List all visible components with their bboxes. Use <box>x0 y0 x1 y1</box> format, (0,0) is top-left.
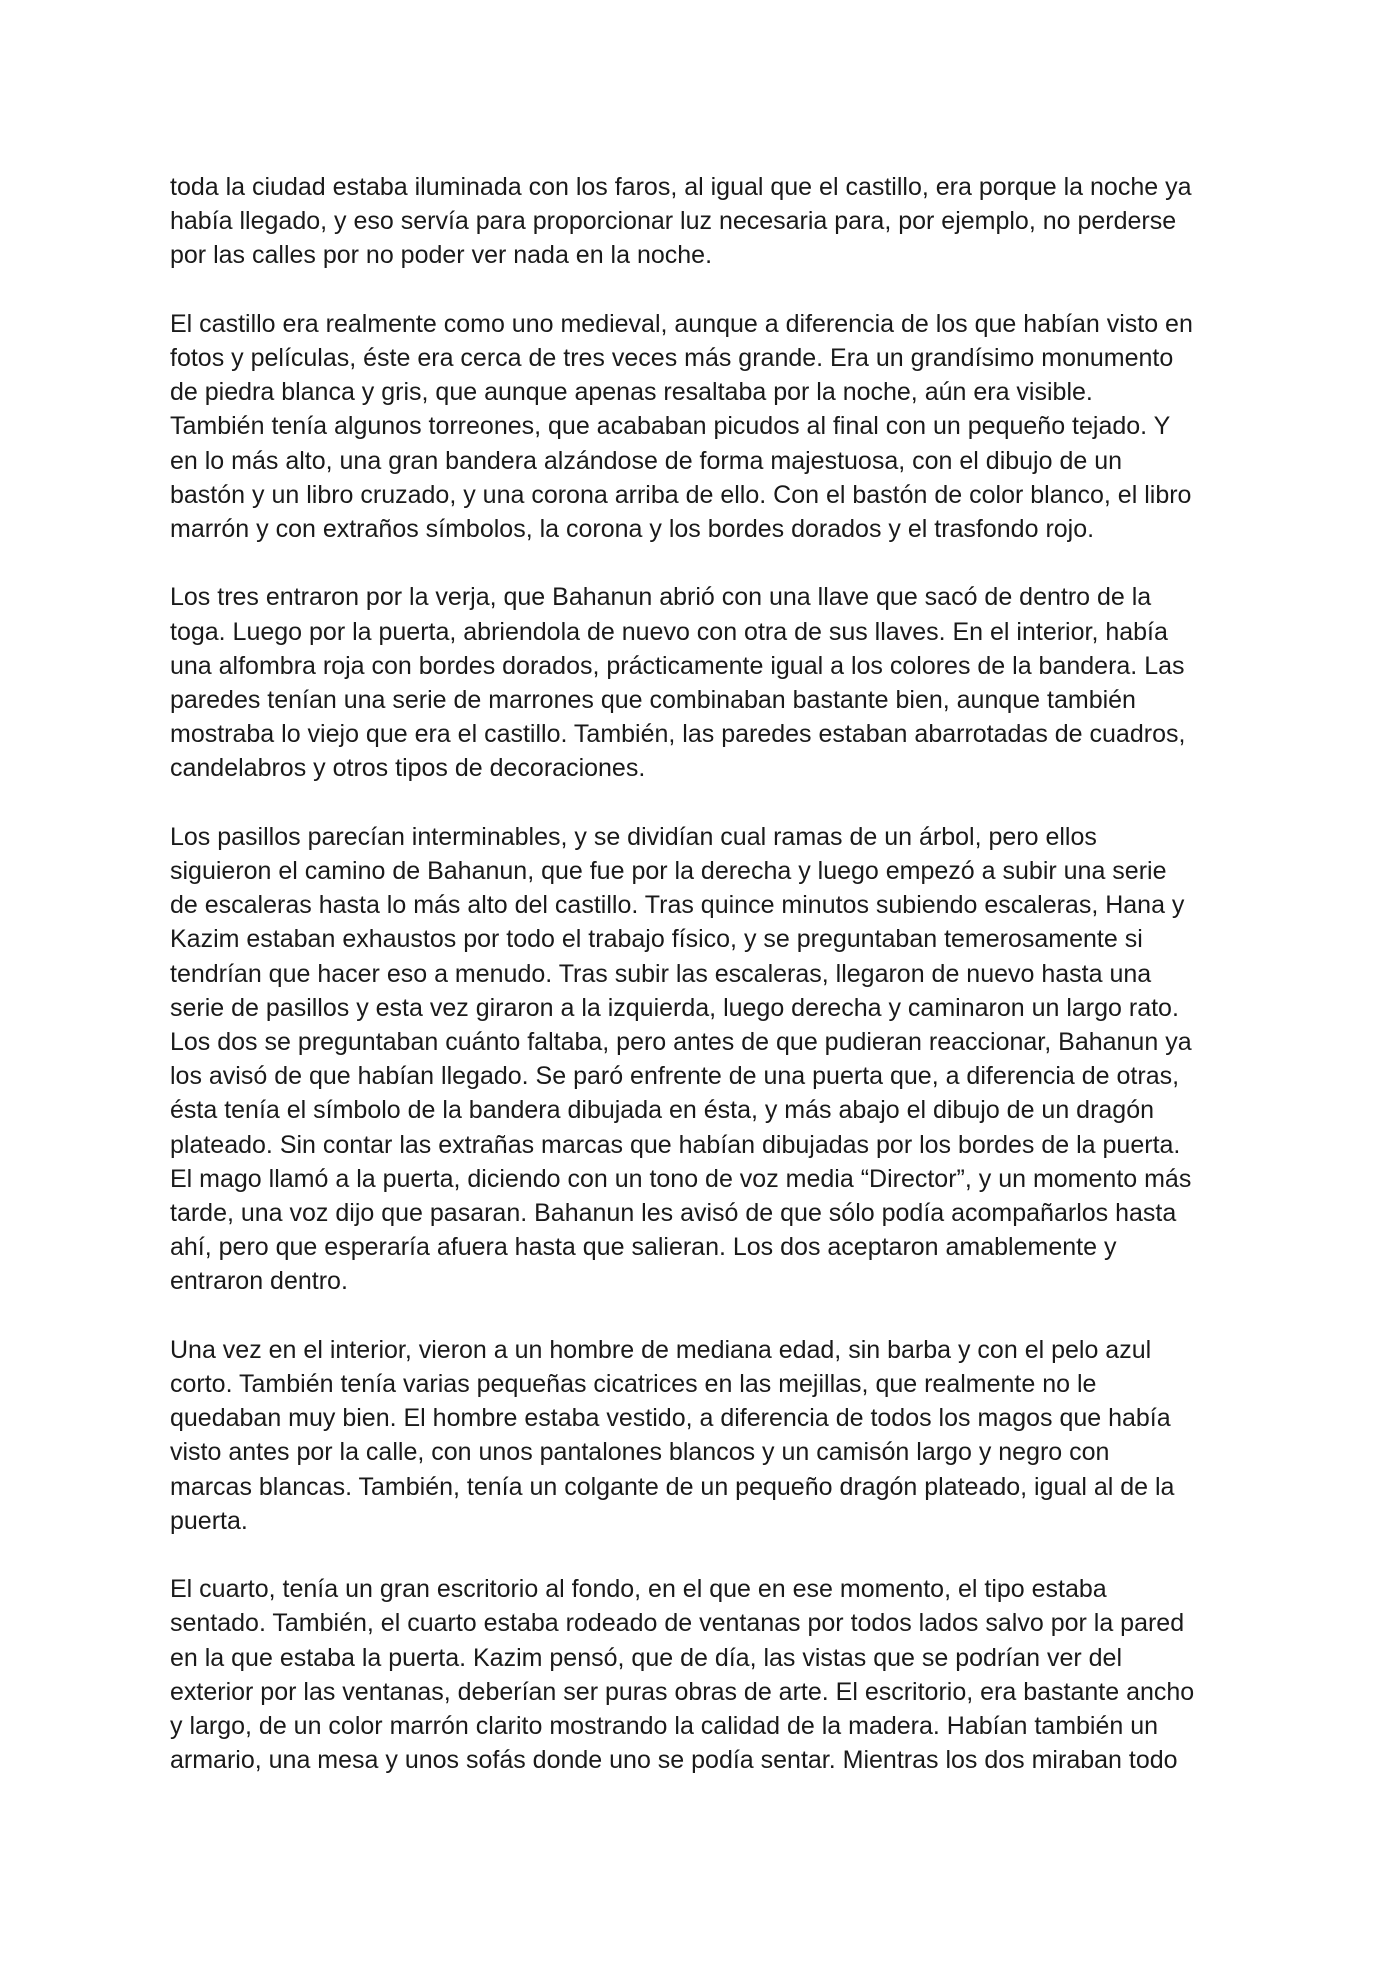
text-line: sentado. También, el cuarto estaba rodeado de ventanas por todos lados salvo por la pared <box>170 1609 1185 1638</box>
document-body <box>170 170 1260 1812</box>
paragraph <box>170 580 1260 785</box>
text-line: serie de pasillos y esta vez giraron a la izquierda, luego derecha y caminaron un largo rato. <box>170 993 1179 1022</box>
text-line: entraron dentro. <box>170 1267 348 1296</box>
text-line: mostraba lo viejo que era el castillo. También, las paredes estaban abarrotadas de cuadros, <box>170 720 1186 749</box>
text-line: Los pasillos parecían interminables, y se dividían cual ramas de un árbol, pero ellos <box>170 822 1097 851</box>
text-line: El castillo era realmente como uno medieval, aunque a diferencia de los que habían visto en <box>170 309 1193 338</box>
text-line: tarde, una voz dijo que pasaran. Bahanun les avisó de que sólo podía acompañarlos hasta <box>170 1199 1177 1228</box>
paragraph <box>170 1572 1260 1777</box>
paragraph <box>170 1333 1260 1538</box>
text-line: en lo más alto, una gran bandera alzándose de forma majestuosa, con el dibujo de un <box>170 446 1123 475</box>
paragraph <box>170 307 1260 546</box>
text-line: marcas blancas. También, tenía un colgante de un pequeño dragón plateado, igual al de la <box>170 1472 1175 1501</box>
text-line: Kazim estaban exhaustos por todo el trabajo físico, y se preguntaban temerosamente si <box>170 925 1143 954</box>
text-line: Una vez en el interior, vieron a un hombre de mediana edad, sin barba y con el pelo azul <box>170 1335 1152 1364</box>
text-line: exterior por las ventanas, deberían ser puras obras de arte. El escritorio, era bastante ancho <box>170 1677 1195 1706</box>
text-line: fotos y películas, éste era cerca de tres veces más grande. Era un grandísimo monumento <box>170 344 1174 372</box>
text-line: había llegado, y eso servía para proporcionar luz necesaria para, por ejemplo, no perderse <box>170 207 1177 236</box>
text-line: armario, una mesa y unos sofás donde uno se podía sentar. Mientras los dos miraban todo <box>170 1746 1178 1775</box>
text-line: de escaleras hasta lo más alto del castillo. Tras quince minutos subiendo escaleras, Hana y <box>170 891 1185 920</box>
text-line: ésta tenía el símbolo de la bandera dibujada en ésta, y más abajo el dibujo de un dragón <box>170 1096 1155 1125</box>
text-line: marrón y con extraños símbolos, la corona y los bordes dorados y el trasfondo rojo. <box>170 515 1095 544</box>
text-line: puerta. <box>170 1506 248 1535</box>
text-line: Los tres entraron por la verja, que Bahanun abrió con una llave que sacó de dentro de la <box>170 583 1152 612</box>
text-line: visto antes por la calle, con unos pantalones blancos y un camisón largo y negro con <box>170 1438 1110 1467</box>
paragraph <box>170 820 1260 1299</box>
text-line: El mago llamó a la puerta, diciendo con un tono de voz media “Director”, y un momento más <box>170 1164 1192 1193</box>
text-line: y largo, de un color marrón clarito mostrando la calidad de la madera. Habían también un <box>170 1712 1159 1741</box>
text-line: Los dos se preguntaban cuánto faltaba, pero antes de que pudieran reaccionar, Bahanun ya <box>170 1028 1192 1057</box>
paragraph <box>170 170 1260 273</box>
text-line: siguieron el camino de Bahanun, que fue por la derecha y luego empezó a subir una serie <box>170 857 1167 886</box>
text-line: ahí, pero que esperaría afuera hasta que salieran. Los dos aceptaron amablemente y <box>170 1233 1117 1262</box>
text-line: bastón y un libro cruzado, y una corona arriba de ello. Con el bastón de color blanco, el libro <box>170 480 1192 509</box>
text-line: corto. También tenía varias pequeñas cicatrices en las mejillas, que realmente no le <box>170 1370 1097 1399</box>
text-line: los avisó de que habían llegado. Se paró enfrente de una puerta que, a diferencia de otras, <box>170 1062 1180 1091</box>
text-line: También tenía algunos torreones, que acababan picudos al final con un pequeño tejado. Y <box>170 412 1171 441</box>
text-line: plateado. Sin contar las extrañas marcas que habían dibujadas por los bordes de la puerta. <box>170 1130 1181 1159</box>
text-line: toga. Luego por la puerta, abriendola de nuevo con otra de sus llaves. En el interior, había <box>170 617 1168 646</box>
text-line: tendrían que hacer eso a menudo. Tras subir las escaleras, llegaron de nuevo hasta una <box>170 959 1152 988</box>
text-line: quedaban muy bien. El hombre estaba vestido, a diferencia de todos los magos que había <box>170 1404 1171 1433</box>
text-line: paredes tenían una serie de marrones que combinaban bastante bien, aunque también <box>170 686 1136 715</box>
text-line: por las calles por no poder ver nada en la noche. <box>170 241 713 270</box>
text-line: candelabros y otros tipos de decoraciones. <box>170 754 646 783</box>
text-line: en la que estaba la puerta. Kazim pensó, que de día, las vistas que se podrían ver del <box>170 1643 1123 1672</box>
text-line: de piedra blanca y gris, que aunque apenas resaltaba por la noche, aún era visible. <box>170 378 1093 407</box>
text-line: una alfombra roja con bordes dorados, prácticamente igual a los colores de la bandera. Las <box>170 651 1185 680</box>
text-line: El cuarto, tenía un gran escritorio al fondo, en el que en ese momento, el tipo estaba <box>170 1575 1107 1604</box>
text-line: toda la ciudad estaba iluminada con los faros, al igual que el castillo, era porque la noche ya <box>170 173 1192 201</box>
